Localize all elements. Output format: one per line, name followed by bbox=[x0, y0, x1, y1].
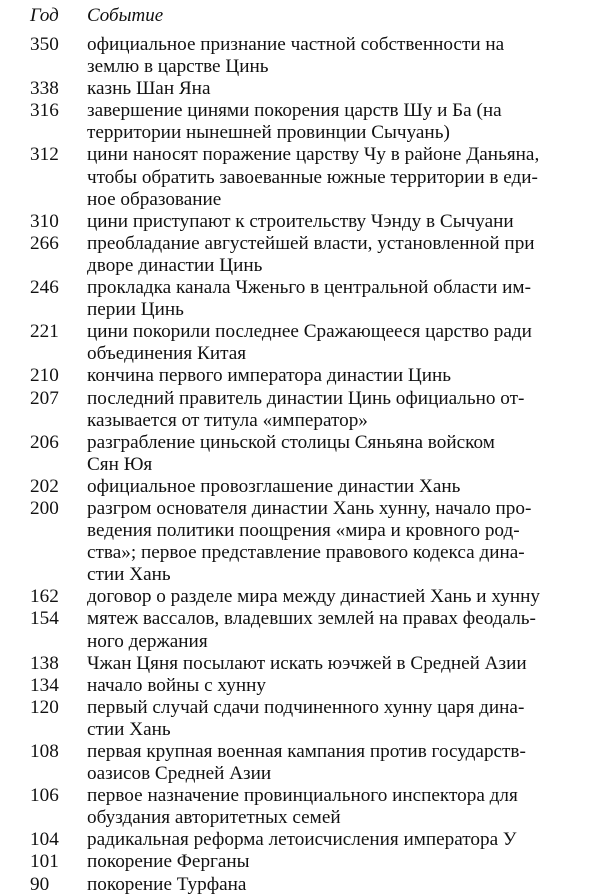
event-line: землю в царстве Цинь bbox=[87, 56, 269, 78]
event-cell bbox=[87, 653, 582, 675]
event-line: официальное провозглашение династии Хань bbox=[87, 475, 461, 497]
event-line: покорение Ферганы bbox=[87, 851, 250, 873]
event-cell bbox=[87, 697, 582, 741]
event-cell bbox=[87, 741, 582, 785]
event-cell bbox=[87, 211, 582, 233]
year-cell: 134 bbox=[30, 674, 59, 696]
year-cell: 90 bbox=[30, 873, 50, 895]
table-row bbox=[30, 78, 582, 100]
year-cell: 221 bbox=[30, 321, 59, 343]
year-cell: 316 bbox=[30, 100, 59, 122]
event-line: ное образование bbox=[87, 188, 222, 210]
table-row bbox=[30, 653, 582, 675]
event-line: завершение цинями покорения царств Шу и Ба (на bbox=[87, 100, 502, 122]
event-line: цини покорили последнее Сражающееся царство ради bbox=[87, 321, 532, 343]
event-cell bbox=[87, 365, 582, 387]
event-cell bbox=[87, 144, 582, 210]
event-cell bbox=[87, 586, 582, 608]
event-line: цини приступают к строительству Чэнду в Сычуани bbox=[87, 210, 514, 232]
event-cell bbox=[87, 785, 582, 829]
year-cell: 310 bbox=[30, 210, 59, 232]
event-cell bbox=[87, 277, 582, 321]
table-row bbox=[30, 874, 582, 896]
event-line: цини наносят поражение царству Чу в районе Даньяна, bbox=[87, 144, 540, 166]
year-cell: 104 bbox=[30, 829, 59, 851]
event-cell bbox=[87, 874, 582, 896]
event-line: казывается от титула «император» bbox=[87, 409, 368, 431]
event-cell bbox=[87, 829, 582, 851]
year-cell: 246 bbox=[30, 277, 59, 299]
event-line: разгром основателя династии Хань хунну, начало про- bbox=[87, 497, 532, 519]
event-line: ного держания bbox=[87, 630, 208, 652]
event-cell bbox=[87, 321, 582, 365]
event-line: мятеж вассалов, владевших землей на правах феодаль- bbox=[87, 608, 536, 630]
table-row bbox=[30, 476, 582, 498]
event-cell bbox=[87, 432, 582, 476]
event-line: объединения Китая bbox=[87, 343, 247, 365]
table-row bbox=[30, 785, 582, 829]
table-row bbox=[30, 829, 582, 851]
event-line: территории нынешней провинции Сычуань) bbox=[87, 122, 450, 144]
event-cell bbox=[87, 100, 582, 144]
table-row bbox=[30, 211, 582, 233]
event-cell bbox=[87, 498, 582, 586]
event-line: казнь Шан Яна bbox=[87, 78, 211, 100]
year-cell: 207 bbox=[30, 387, 59, 409]
table-row bbox=[30, 675, 582, 697]
event-line: первое назначение провинциального инспектора для bbox=[87, 785, 518, 807]
event-line: первый случай сдачи подчиненного хунну царя дина- bbox=[87, 696, 525, 718]
table-row bbox=[30, 851, 582, 873]
table-row bbox=[30, 144, 582, 210]
year-cell: 108 bbox=[30, 741, 59, 762]
event-line: разграбление циньской столицы Сяньяна войском bbox=[87, 431, 495, 453]
event-line: договор о разделе мира между династией Хань и хунну bbox=[87, 586, 540, 608]
event-line: радикальная реформа летоисчисления императора У bbox=[87, 829, 517, 851]
year-cell: 266 bbox=[30, 232, 59, 254]
event-cell bbox=[87, 34, 582, 78]
event-line: стии Хань bbox=[87, 718, 171, 740]
event-column-header: Событие bbox=[87, 5, 164, 26]
event-cell bbox=[87, 78, 582, 100]
event-line: покорение Турфана bbox=[87, 873, 247, 895]
table-row bbox=[30, 608, 582, 652]
event-line: преобладание августейшей власти, установленной при bbox=[87, 232, 535, 254]
event-cell bbox=[87, 675, 582, 697]
year-column-header: Год bbox=[30, 5, 59, 26]
year-cell: 350 bbox=[30, 34, 59, 55]
year-cell: 312 bbox=[30, 144, 59, 166]
event-line: кончина первого императора династии Цинь bbox=[87, 365, 452, 387]
event-cell bbox=[87, 476, 582, 498]
table-row bbox=[30, 586, 582, 608]
event-cell bbox=[87, 388, 582, 432]
table-row bbox=[30, 277, 582, 321]
table-row bbox=[30, 498, 582, 586]
chronology-table bbox=[30, 34, 582, 896]
table-row bbox=[30, 741, 582, 785]
table-row bbox=[30, 697, 582, 741]
year-cell: 154 bbox=[30, 608, 59, 630]
event-line: оазисов Средней Азии bbox=[87, 763, 272, 785]
event-line: последний правитель династии Цинь официально от- bbox=[87, 387, 525, 409]
event-line: Чжан Цяня посылают искать юэчжей в Средней Азии bbox=[87, 652, 527, 674]
table-row bbox=[30, 365, 582, 387]
table-row bbox=[30, 100, 582, 144]
year-cell: 120 bbox=[30, 696, 59, 718]
event-line: дворе династии Цинь bbox=[87, 254, 263, 276]
year-cell: 106 bbox=[30, 785, 59, 807]
table-header bbox=[30, 4, 582, 34]
event-line: чтобы обратить завоеванные южные территории в еди- bbox=[87, 166, 538, 188]
year-cell: 138 bbox=[30, 652, 59, 674]
event-line: обуздания авторитетных семей bbox=[87, 807, 341, 829]
table-row bbox=[30, 34, 582, 78]
table-row bbox=[30, 432, 582, 476]
event-line: стии Хань bbox=[87, 564, 171, 586]
event-cell bbox=[87, 233, 582, 277]
event-line: официальное признание частной собственности на bbox=[87, 34, 505, 55]
event-line: начало войны с хунну bbox=[87, 674, 266, 696]
event-line: ведения политики поощрения «мира и кровного род- bbox=[87, 520, 520, 542]
event-cell bbox=[87, 608, 582, 652]
year-cell: 202 bbox=[30, 475, 59, 497]
event-line: прокладка канала Чженьго в центральной области им- bbox=[87, 277, 531, 299]
event-cell bbox=[87, 851, 582, 873]
event-line: ства»; первое представление правового кодекса дина- bbox=[87, 542, 525, 564]
table-row bbox=[30, 233, 582, 277]
event-line: первая крупная военная кампания против государств- bbox=[87, 741, 526, 762]
table-row bbox=[30, 321, 582, 365]
year-cell: 162 bbox=[30, 586, 59, 608]
year-cell: 101 bbox=[30, 851, 59, 873]
year-cell: 206 bbox=[30, 431, 59, 453]
event-line: Сян Юя bbox=[87, 453, 153, 475]
year-cell: 338 bbox=[30, 78, 59, 100]
year-cell: 210 bbox=[30, 365, 59, 387]
event-line: перии Цинь bbox=[87, 299, 184, 321]
year-cell: 200 bbox=[30, 497, 59, 519]
table-row bbox=[30, 388, 582, 432]
